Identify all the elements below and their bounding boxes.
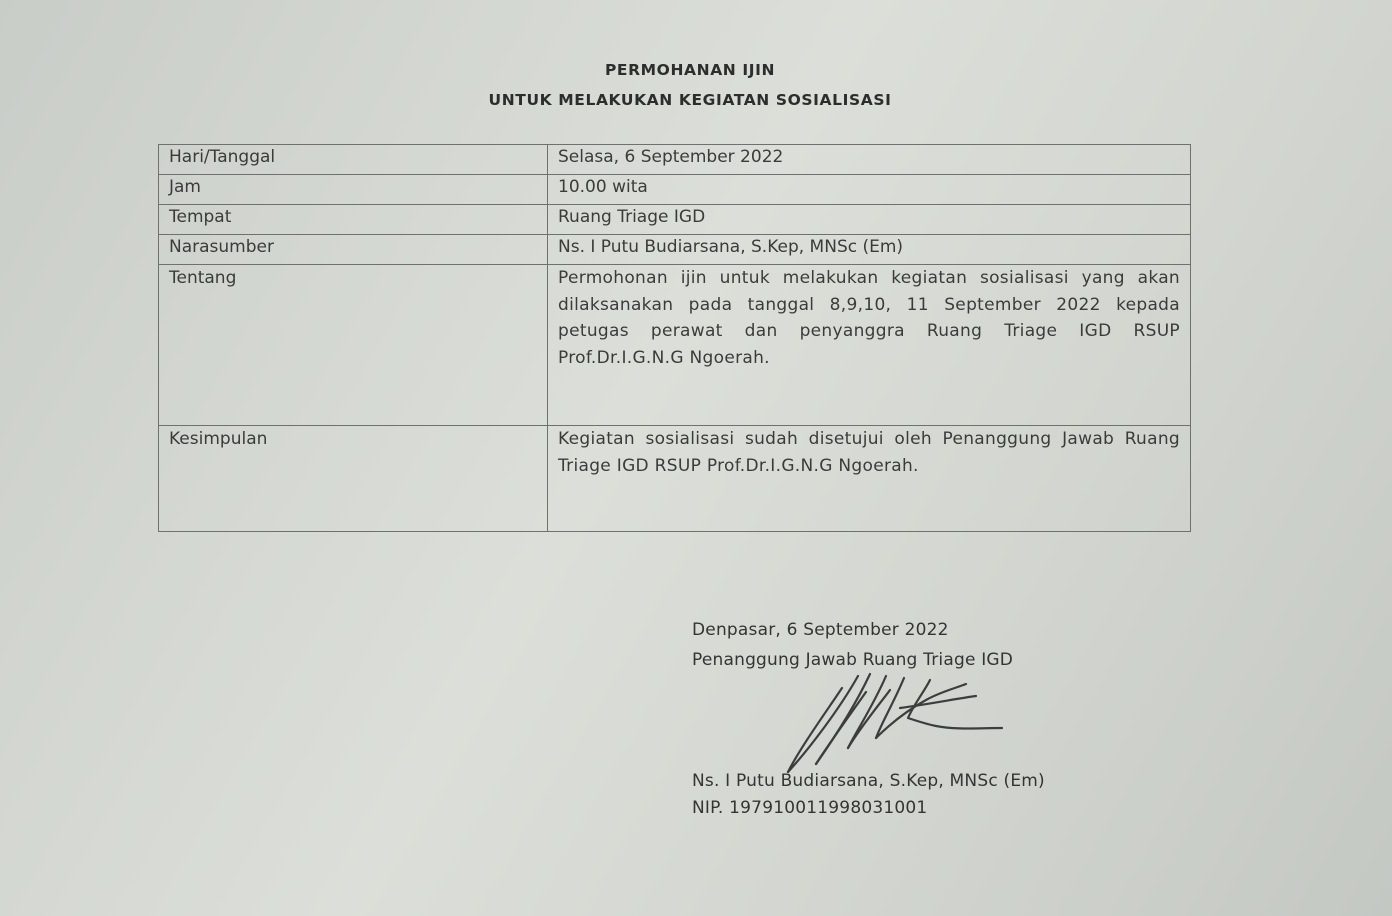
- document-title: PERMOHANAN IJIN: [604, 61, 776, 79]
- row-label: Kesimpulan: [159, 426, 548, 532]
- row-label: Jam: [159, 175, 548, 205]
- row-label: Tempat: [159, 205, 548, 235]
- table-row-narasumber: [159, 235, 1191, 265]
- info-table: [158, 144, 1191, 532]
- signature-place-date: Denpasar, 6 September 2022: [692, 620, 949, 640]
- signatory-name: Ns. I Putu Budiarsana, S.Kep, MNSc (Em): [692, 771, 1045, 791]
- row-label: Tentang: [159, 265, 548, 426]
- signatory-nip: NIP. 197910011998031001: [692, 798, 928, 818]
- row-value: Kegiatan sosialisasi sudah disetujui oleh Penanggung Jawab Ruang Triage IGD RSUP Prof.Dr.I.G.N.G Ngoerah.: [548, 426, 1191, 532]
- signature-role: Penanggung Jawab Ruang Triage IGD: [692, 650, 1014, 670]
- table-row-tempat: [159, 205, 1191, 235]
- table-row-jam: [159, 175, 1191, 205]
- handwritten-signature: [780, 668, 1020, 778]
- table-row-kesimpulan: [159, 426, 1191, 532]
- table-row-hari-tanggal: [159, 145, 1191, 175]
- row-label: Narasumber: [159, 235, 548, 265]
- row-label: Hari/Tanggal: [159, 145, 548, 175]
- document-subtitle: UNTUK MELAKUKAN KEGIATAN SOSIALISASI: [488, 91, 892, 109]
- row-value: Ns. I Putu Budiarsana, S.Kep, MNSc (Em): [548, 235, 1191, 265]
- row-value: 10.00 wita: [548, 175, 1191, 205]
- table-row-tentang: [159, 265, 1191, 426]
- row-value: Selasa, 6 September 2022: [548, 145, 1191, 175]
- row-value: Permohonan ijin untuk melakukan kegiatan sosialisasi yang akan dilaksanakan pada tanggal 8,9,10, 11 September 2022 kepada petugas perawat dan penyanggra Ruang Triage IGD RSUP Prof.Dr.I.G.N.G Ngoerah.: [548, 265, 1191, 426]
- row-value: Ruang Triage IGD: [548, 205, 1191, 235]
